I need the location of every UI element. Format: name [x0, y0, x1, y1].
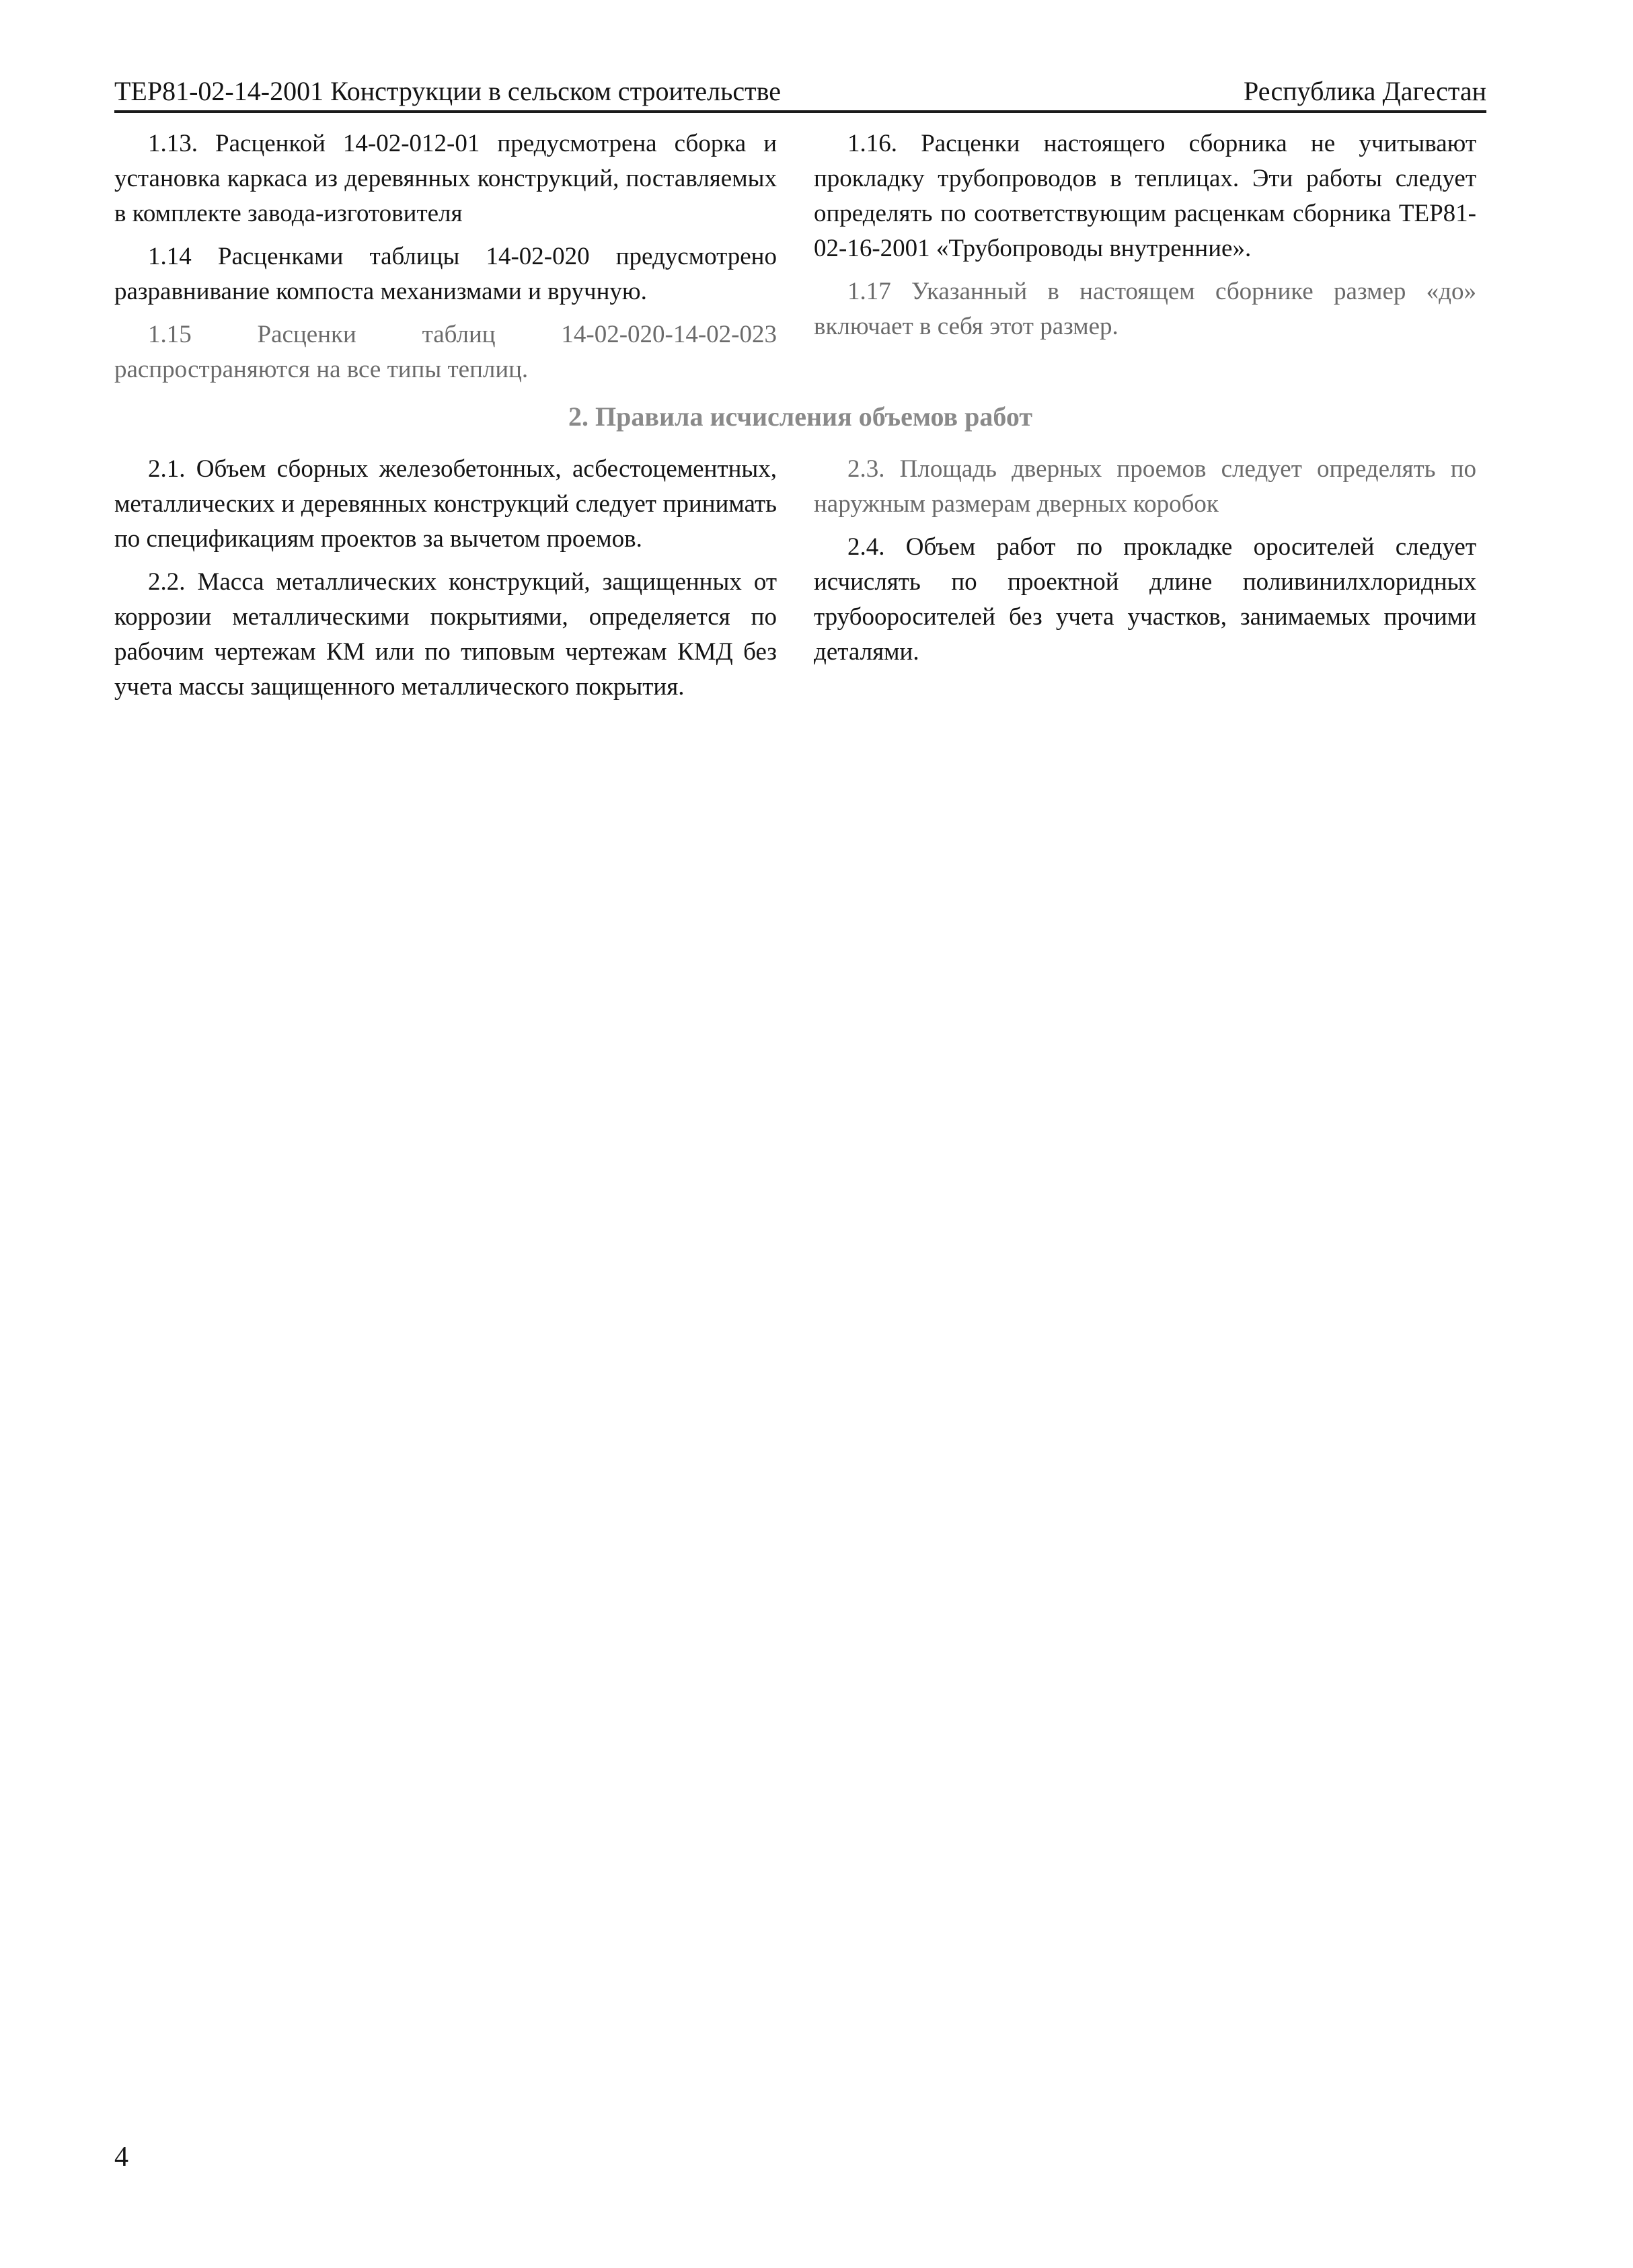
paragraph-2-1: 2.1. Объем сборных железобетонных, асбестоцементных, металлических и деревянных конструкций следует принимать по спецификациям проектов за вычетом проемов. — [114, 455, 777, 553]
paragraph-1-13: 1.13. Расценкой 14-02-012-01 предусмотрена сборка и установка каркаса из деревянных конструкций, поставляемых в комплекте завода-изготовителя — [114, 130, 777, 227]
section2-right-column — [814, 452, 1476, 678]
document-code-title: ТЕР81-02-14-2001 Конструкции в сельском строительстве — [114, 76, 782, 106]
page-header — [114, 73, 1486, 113]
paragraph-1-15: 1.15 Расценки таблиц 14-02-020-14-02-023 распространяются на все типы теплиц. — [114, 321, 777, 383]
section1-left-column — [114, 126, 777, 395]
paragraph-2-4: 2.4. Объем работ по прокладке оросителей следует исчислять по проектной длине поливинилхлоридных трубооросителей без учета участков, занимаемых прочими деталями. — [814, 533, 1476, 666]
paragraph-1-17: 1.17 Указанный в настоящем сборнике размер «до» включает в себя этот размер. — [814, 278, 1476, 340]
page-number: 4 — [114, 2142, 128, 2173]
region-name: Республика Дагестан — [1244, 76, 1486, 106]
section2-left-column — [114, 452, 777, 713]
section2-title: 2. Правила исчисления объемов работ — [568, 401, 1032, 432]
paragraph-2-2: 2.2. Масса металлических конструкций, защищенных от коррозии металлическими покрытиями, определяется по рабочим чертежам КМ или по типовым чертежам КМД без учета массы защищенного металлического покрытия. — [114, 568, 777, 701]
paragraph-2-3: 2.3. Площадь дверных проемов следует определять по наружным размерам дверных коробок — [814, 455, 1476, 518]
paragraph-1-16: 1.16. Расценки настоящего сборника не учитывают прокладку трубопроводов в теплицах. Эти работы следует определять по соответствующим расценкам сборника ТЕР81-02-16-2001 «Трубопроводы внутренние». — [814, 130, 1476, 262]
section1-right-column — [814, 126, 1476, 352]
paragraph-1-14: 1.14 Расценками таблицы 14-02-020 предусмотрено разравнивание компоста механизмами и вручную. — [114, 243, 777, 305]
